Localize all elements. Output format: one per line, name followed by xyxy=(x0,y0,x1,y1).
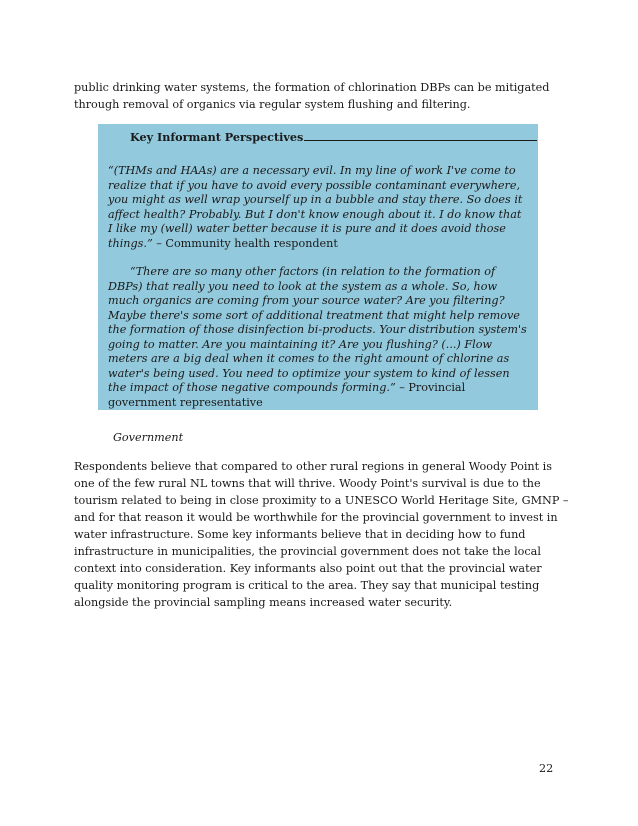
quote-provincial-government xyxy=(108,265,528,410)
callout-heading xyxy=(108,129,528,146)
page-number: 22 xyxy=(539,762,554,775)
key-informant-callout xyxy=(98,124,538,410)
quote-community-health xyxy=(108,164,528,251)
quote-1-attribution: – Community health respondent xyxy=(152,236,338,250)
quote-1-text: “(THMs and HAAs) are a necessary evil. In my line of work I've come to realize that if you have to avoid every possible contaminant everywhere, you might as well wrap yourself up in a bubble and stay there. So does it affect health? Probably. But I don't know enough about it. I do know that I like my (well) water better because it is pure and it does avoid those things.” xyxy=(108,164,523,250)
heading-underline-rule xyxy=(304,139,537,141)
intro-paragraph: public drinking water systems, the formation of chlorination DBPs can be mitigated through removal of organics via regular system flushing and filtering. xyxy=(74,81,550,111)
body-paragraph: Respondents believe that compared to other rural regions in general Woody Point is one of the few rural NL towns that will thrive. Woody Point's survival is due to the tourism related to being in close proximity to a UNESCO World Heritage Site, GMNP – and for that reason it would be worthwhile for the provincial government to invest in water infrastructure. Some key informants believe that in deciding how to fund infrastructure in municipalities, the provincial government does not take the local context into consideration. Key informants also point out that the provincial water quality monitoring program is critical to the area. They say that municipal testing alongside the provincial sampling means increased water security. xyxy=(74,460,569,609)
quote-2-attribution: – Provincial government representative xyxy=(108,381,466,409)
callout-heading-text: Key Informant Perspectives xyxy=(130,130,304,144)
section-heading-government: Government xyxy=(113,431,184,444)
quote-2-text: “There are so many other factors (in relation to the formation of DBPs) that really you need to look at the system as a whole. So, how much organics are coming from your source water? Are you filtering? Maybe there's some sort of additional treatment that might help remove the formation of those disinfection bi-products. Your distribution system's going to matter. Are you maintaining it? Are you flushing? (...) Flow meters are a big deal when it comes to the right amount of chlorine as water's being used. You need to optimize your system to kind of lessen the impact of those negative compounds forming.” xyxy=(108,265,527,394)
